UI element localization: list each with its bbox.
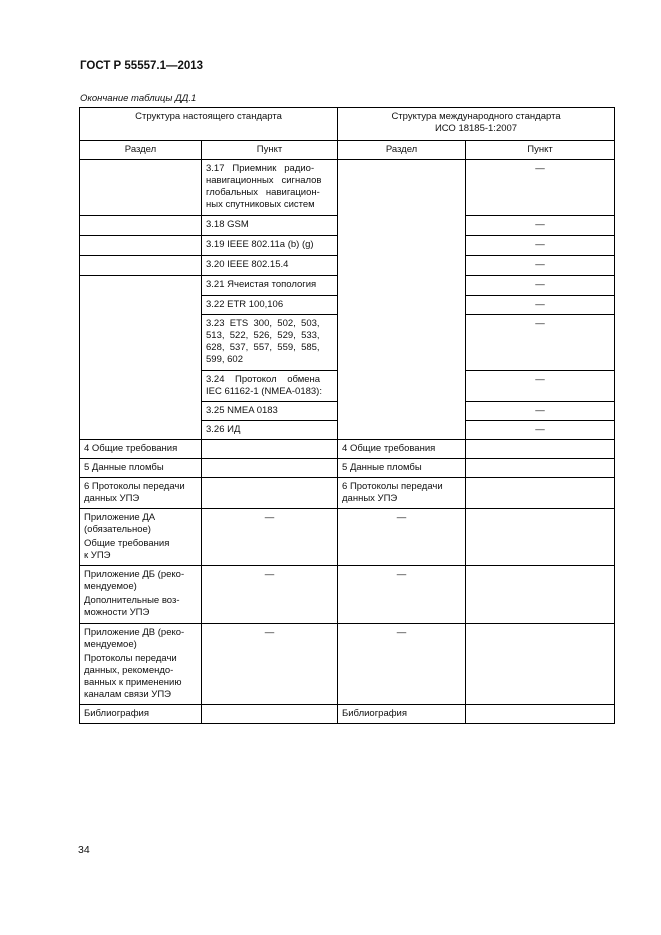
header-international-structure bbox=[338, 108, 615, 141]
table-row bbox=[80, 160, 615, 216]
section-cell: Библиография bbox=[80, 705, 202, 724]
item-text: 513, 522, 526, 529, 533, bbox=[206, 330, 320, 341]
section-text: Приложение ДБ (реко- bbox=[84, 569, 185, 580]
section-text: ванных к применению bbox=[84, 677, 182, 688]
header-national-structure: Структура настоящего стандарта bbox=[80, 108, 338, 141]
table-subheader-row bbox=[80, 141, 615, 160]
intl-item-dash: — bbox=[466, 160, 615, 216]
header-intl-line-2: ИСО 18185-1:2007 bbox=[434, 123, 518, 134]
section-cell bbox=[80, 236, 202, 256]
section-cell: 4 Общие требования bbox=[80, 440, 202, 459]
intl-item-cell bbox=[466, 624, 615, 705]
col-item-national: Пункт bbox=[202, 141, 338, 160]
item-cell: 3.21 Ячеистая топология bbox=[202, 276, 338, 296]
col-section-intl: Раздел bbox=[338, 141, 466, 160]
section-cell bbox=[80, 624, 202, 705]
section-text: данных УПЭ bbox=[84, 493, 140, 504]
item-text: ных спутниковых систем bbox=[206, 199, 315, 210]
col-section-national: Раздел bbox=[80, 141, 202, 160]
item-text: 3.23 ETS 300, 502, 503, bbox=[206, 318, 320, 329]
intl-item-dash: — bbox=[466, 421, 615, 440]
table-row bbox=[80, 566, 615, 624]
page-number: 34 bbox=[78, 844, 90, 856]
item-cell bbox=[202, 478, 338, 509]
intl-section-cell: Библиография bbox=[338, 705, 466, 724]
table-row bbox=[80, 478, 615, 509]
header-intl-line-1: Структура международного стандарта bbox=[391, 111, 561, 122]
section-text: Дополнительные воз- bbox=[84, 595, 180, 606]
section-text: 6 Протоколы передачи bbox=[342, 481, 443, 492]
section-cell bbox=[80, 160, 202, 216]
col-item-intl: Пункт bbox=[466, 141, 615, 160]
intl-item-dash: — bbox=[466, 371, 615, 402]
intl-section-cell: 4 Общие требования bbox=[338, 440, 466, 459]
correspondence-table bbox=[79, 107, 615, 724]
section-cell-merged bbox=[80, 276, 202, 440]
table-row bbox=[80, 705, 615, 724]
intl-item-cell bbox=[466, 478, 615, 509]
intl-item-cell bbox=[466, 566, 615, 624]
item-cell: 3.22 ETR 100,106 bbox=[202, 296, 338, 315]
intl-section-cell bbox=[338, 478, 466, 509]
item-text: 3.17 Приемник радио- bbox=[206, 163, 315, 174]
section-text: данных, рекомендо- bbox=[84, 665, 174, 676]
item-cell bbox=[202, 459, 338, 478]
item-cell: 3.20 IEEE 802.15.4 bbox=[202, 256, 338, 276]
intl-item-dash: — bbox=[466, 216, 615, 236]
section-text: к УПЭ bbox=[84, 550, 111, 561]
section-text: мендуемое) bbox=[84, 639, 137, 650]
item-text: 3.24 Протокол обмена bbox=[206, 374, 321, 385]
section-text: мендуемое) bbox=[84, 581, 137, 592]
section-text: можности УПЭ bbox=[84, 607, 150, 618]
table-row bbox=[80, 509, 615, 566]
intl-item-cell bbox=[466, 459, 615, 478]
item-dash: — bbox=[202, 566, 338, 624]
item-cell bbox=[202, 371, 338, 402]
intl-item-cell bbox=[466, 440, 615, 459]
table-header-row bbox=[80, 108, 615, 141]
section-cell bbox=[80, 566, 202, 624]
section-cell bbox=[80, 216, 202, 236]
item-cell: 3.25 NMEA 0183 bbox=[202, 402, 338, 421]
table-row bbox=[80, 459, 615, 478]
item-cell: 3.26 ИД bbox=[202, 421, 338, 440]
item-cell bbox=[202, 705, 338, 724]
section-text: Приложение ДВ (реко- bbox=[84, 627, 185, 638]
section-cell bbox=[80, 256, 202, 276]
intl-section-cell-merged bbox=[338, 160, 466, 440]
section-cell bbox=[80, 509, 202, 566]
intl-item-dash: — bbox=[466, 296, 615, 315]
intl-item-dash: — bbox=[466, 236, 615, 256]
intl-section-dash: — bbox=[338, 624, 466, 705]
item-text: 628, 537, 557, 559, 585, bbox=[206, 342, 320, 353]
item-cell: 3.18 GSM bbox=[202, 216, 338, 236]
intl-item-dash: — bbox=[466, 315, 615, 371]
intl-section-dash: — bbox=[338, 509, 466, 566]
item-dash: — bbox=[202, 509, 338, 566]
section-cell: 5 Данные пломбы bbox=[80, 459, 202, 478]
item-text: IEC 61162-1 (NMEA-0183): bbox=[206, 386, 322, 397]
item-dash: — bbox=[202, 624, 338, 705]
item-cell bbox=[202, 160, 338, 216]
item-cell: 3.19 IEEE 802.11a (b) (g) bbox=[202, 236, 338, 256]
table-row bbox=[80, 624, 615, 705]
intl-item-dash: — bbox=[466, 276, 615, 296]
intl-item-cell bbox=[466, 509, 615, 566]
intl-section-dash: — bbox=[338, 566, 466, 624]
intl-item-dash: — bbox=[466, 402, 615, 421]
section-text: Общие требования bbox=[84, 538, 170, 549]
intl-item-cell bbox=[466, 705, 615, 724]
item-text: глобальных навигацион- bbox=[206, 187, 320, 198]
section-cell bbox=[80, 478, 202, 509]
section-text: Протоколы передачи bbox=[84, 653, 177, 664]
item-text: 599, 602 bbox=[206, 354, 243, 365]
section-text: каналам связи УПЭ bbox=[84, 689, 172, 700]
section-text: Приложение ДА bbox=[84, 512, 156, 523]
intl-section-cell: 5 Данные пломбы bbox=[338, 459, 466, 478]
section-text: (обязательное) bbox=[84, 524, 151, 535]
item-text: навигационных сигналов bbox=[206, 175, 322, 186]
item-cell bbox=[202, 315, 338, 371]
section-text: 6 Протоколы передачи bbox=[84, 481, 185, 492]
section-text: данных УПЭ bbox=[342, 493, 398, 504]
intl-item-dash: — bbox=[466, 256, 615, 276]
item-cell bbox=[202, 440, 338, 459]
document-title: ГОСТ Р 55557.1—2013 bbox=[80, 60, 204, 72]
table-row bbox=[80, 440, 615, 459]
table-caption: Окончание таблицы ДД.1 bbox=[80, 93, 197, 104]
